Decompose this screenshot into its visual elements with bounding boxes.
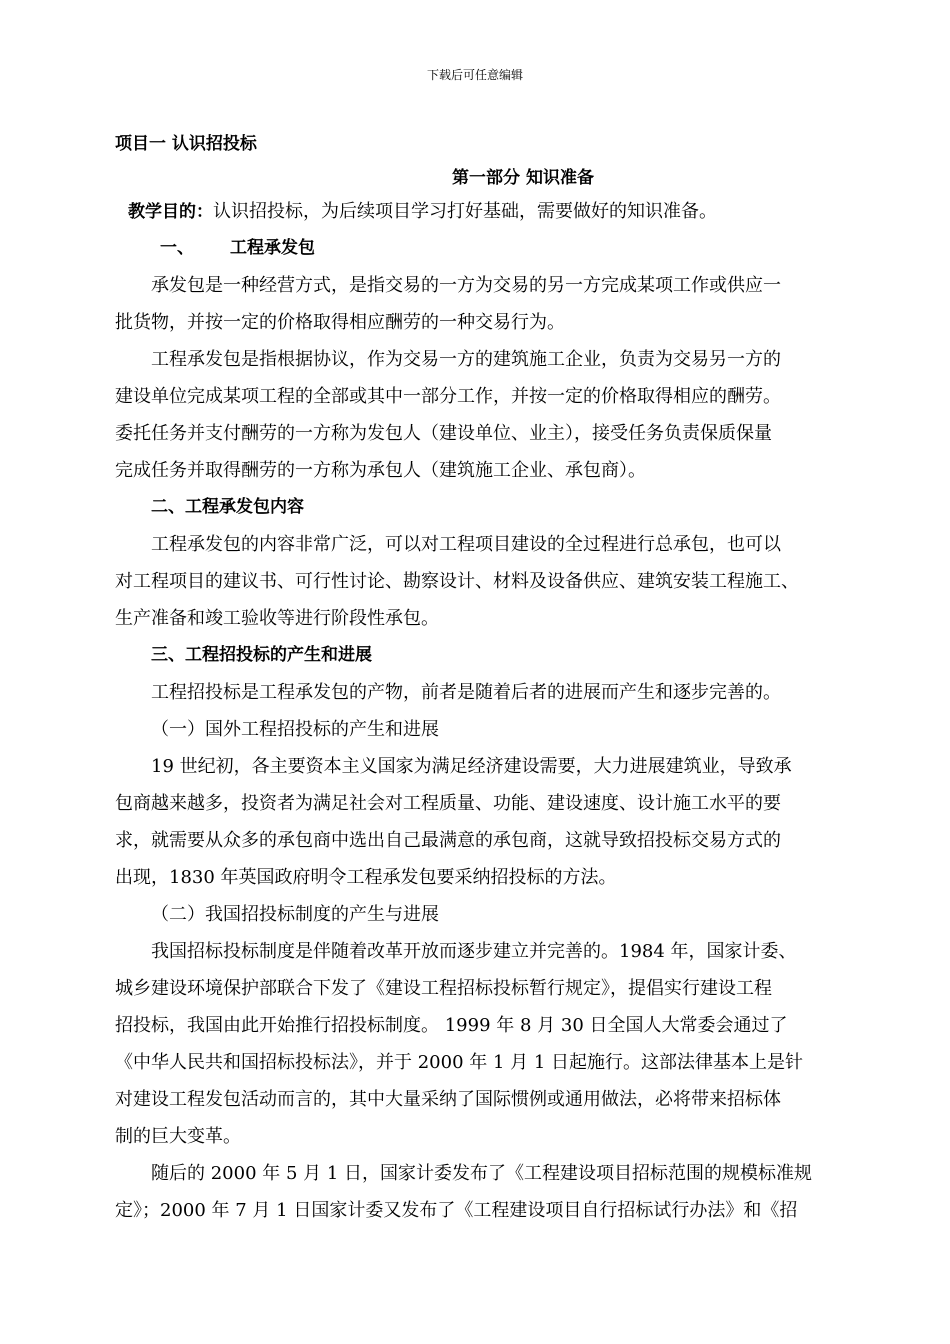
teaching-aim-text: 认识招投标，为后续项目学习打好基础，需要做好的知识准备。 <box>213 201 717 222</box>
section-2-heading: 二、工程承发包内容 <box>151 497 304 517</box>
paragraph-line: 招投标，我国由此开始推行招投标制度。 1999 年 8 月 30 日全国人大常委会通过了 <box>115 1015 788 1036</box>
page-header: 下载后可任意编辑 <box>426 68 523 82</box>
teaching-aim-label: 教学目的： <box>128 202 213 222</box>
paragraph-line: 承发包是一种经营方式，是指交易的一方为交易的另一方完成某项工作或供应一 <box>151 275 781 296</box>
paragraph-line: 我国招标投标制度是伴随着改革开放而逐步建立并完善的。1984 年，国家计委、 <box>151 941 797 962</box>
paragraph-line: 工程招投标是工程承发包的产物，前者是随着后者的进展而产生和逐步完善的。 <box>151 682 781 703</box>
section-1-title: 工程承发包 <box>230 238 315 258</box>
teaching-aim <box>115 193 841 230</box>
paragraph-line: 建设单位完成某项工程的全部或其中一部分工作，并按一定的价格取得相应的酬劳。 <box>115 386 781 407</box>
document-body <box>115 126 841 1229</box>
paragraph-line: 制的巨大变革。 <box>115 1126 241 1147</box>
subsection-1-heading: （一）国外工程招投标的产生和进展 <box>151 719 439 740</box>
section-1-number: 一、 <box>160 238 194 258</box>
section-1-heading <box>115 230 841 267</box>
subsection-2-heading: （二）我国招投标制度的产生与进展 <box>151 904 439 925</box>
paragraph-line: 批货物，并按一定的价格取得相应酬劳的一种交易行为。 <box>115 312 565 333</box>
paragraph-line: 完成任务并取得酬劳的一方称为承包人（建筑施工企业、承包商）。 <box>115 460 646 481</box>
section-3-heading: 三、工程招投标的产生和进展 <box>151 645 372 665</box>
paragraph-line: 定》；2000 年 7 月 1 日国家计委又发布了《工程建设项目自行招标试行办法》和《招 <box>115 1200 798 1221</box>
part-title: 第一部分 知识准备 <box>452 168 594 188</box>
paragraph-line: 随后的 2000 年 5 月 1 日，国家计委发布了《工程建设项目招标范围的规模标准规 <box>151 1163 813 1184</box>
paragraph-line: 《中华人民共和国招标投标法》，并于 2000 年 1 月 1 日起施行。这部法律基本上是针 <box>115 1052 804 1073</box>
project-title: 项目一 认识招投标 <box>115 134 257 154</box>
paragraph-line: 19 世纪初，各主要资本主义国家为满足经济建设需要，大力进展建筑业，导致承 <box>151 756 792 777</box>
paragraph-line: 城乡建设环境保护部联合下发了《建设工程招标投标暂行规定》，提倡实行建设工程 <box>115 978 772 999</box>
paragraph-line: 生产准备和竣工验收等进行阶段性承包。 <box>115 608 439 629</box>
paragraph-line: 出现，1830 年英国政府明令工程承发包要采纳招投标的方法。 <box>115 867 617 888</box>
paragraph-line: 工程承发包是指根据协议，作为交易一方的建筑施工企业，负责为交易另一方的 <box>151 349 781 370</box>
paragraph-line: 委托任务并支付酬劳的一方称为发包人（建设单位、业主），接受任务负责保质保量 <box>115 423 772 444</box>
paragraph-line: 工程承发包的内容非常广泛，可以对工程项目建设的全过程进行总承包，也可以 <box>151 534 781 555</box>
paragraph-line: 求，就需要从众多的承包商中选出自己最满意的承包商，这就导致招投标交易方式的 <box>115 830 781 851</box>
paragraph-line: 包商越来越多，投资者为满足社会对工程质量、功能、建设速度、设计施工水平的要 <box>115 793 781 814</box>
paragraph-line: 对工程项目的建议书、可行性讨论、勘察设计、材料及设备供应、建筑安装工程施工、 <box>115 571 799 592</box>
paragraph-line: 对建设工程发包活动而言的，其中大量采纳了国际惯例或通用做法，必将带来招标体 <box>115 1089 781 1110</box>
